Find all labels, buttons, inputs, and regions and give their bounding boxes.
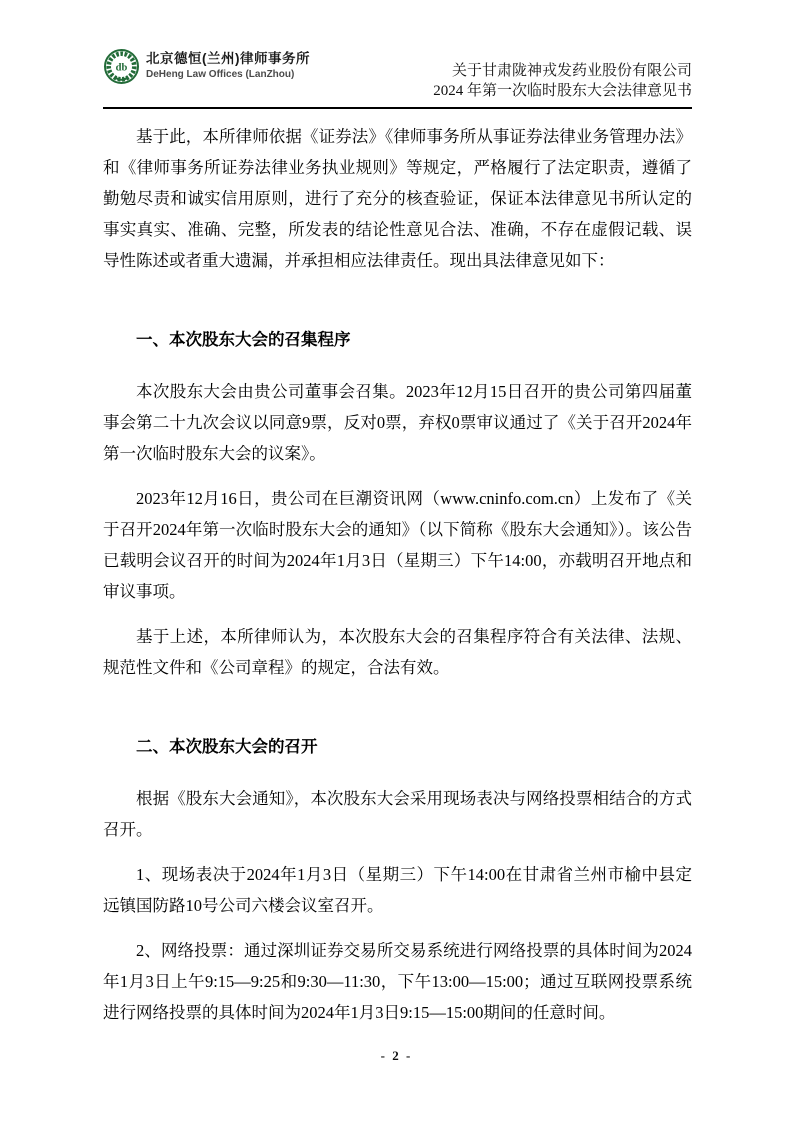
document-title bbox=[433, 48, 692, 101]
section-2-paragraph-1: 根据《股东大会通知》，本次股东大会采用现场表决与网络投票相结合的方式召开。 bbox=[103, 789, 692, 839]
document-title-line1: 关于甘肃陇神戎发药业股份有限公司 bbox=[451, 63, 692, 79]
document-body bbox=[103, 121, 692, 1028]
firm-name-cn: 北京德恒(兰州)律师事务所 bbox=[146, 51, 310, 66]
section-2-heading: 二、本次股东大会的召开 bbox=[136, 738, 318, 756]
section-2-paragraph-2: 1、现场表决于2024年1月3日（星期三）下午14:00在甘肃省兰州市榆中县定远镇国防路10号公司六楼会议室召开。 bbox=[103, 865, 692, 915]
svg-text:db: db bbox=[115, 62, 128, 74]
page-number: - 2 - bbox=[380, 1048, 413, 1063]
document-title-line2: 2024 年第一次临时股东大会法律意见书 bbox=[433, 83, 692, 99]
firm-identity bbox=[103, 48, 310, 85]
firm-name-block bbox=[146, 48, 310, 82]
page-header bbox=[103, 48, 692, 109]
section-1-paragraph-2: 2023年12月16日，贵公司在巨潮资讯网（www.cninfo.com.cn）上发布了《关于召开2024年第一次临时股东大会的通知》（以下简称《股东大会通知》）。该公告已载明会议召开的时间为2024年1月3日（星期三）下午14:00，亦载明召开地点和审议事项。 bbox=[103, 489, 692, 601]
firm-name-en: DeHeng Law Offices (LanZhou) bbox=[146, 68, 295, 80]
page-footer bbox=[0, 1048, 793, 1064]
section-1-paragraph-3: 基于上述，本所律师认为，本次股东大会的召集程序符合有关法律、法规、规范性文件和《公司章程》的规定，合法有效。 bbox=[103, 627, 692, 677]
intro-paragraph: 基于此，本所律师依据《证券法》《律师事务所从事证券法律业务管理办法》和《律师事务所证券法律业务执业规则》等规定，严格履行了法定职责，遵循了勤勉尽责和诚实信用原则，进行了充分的核查验证，保证本法律意见书所认定的事实真实、准确、完整，所发表的结论性意见合法、准确，不存在虚假记载、误导性陈述或者重大遗漏，并承担相应法律责任。现出具法律意见如下： bbox=[103, 127, 692, 270]
section-2-paragraph-3: 2、网络投票：通过深圳证券交易所交易系统进行网络投票的具体时间为2024年1月3日上午9:15—9:25和9:30—11:30，下午13:00—15:00；通过互联网投票系统进行网络投票的具体时间为2024年1月3日9:15—15:00期间的任意时间。 bbox=[103, 941, 692, 1022]
section-1-paragraph-1: 本次股东大会由贵公司董事会召集。2023年12月15日召开的贵公司第四届董事会第二十九次会议以同意9票，反对0票，弃权0票审议通过了《关于召开2024年第一次临时股东大会的议案》。 bbox=[103, 382, 692, 463]
deheng-logo-icon bbox=[103, 48, 140, 85]
section-1-heading: 一、本次股东大会的召集程序 bbox=[136, 331, 351, 349]
